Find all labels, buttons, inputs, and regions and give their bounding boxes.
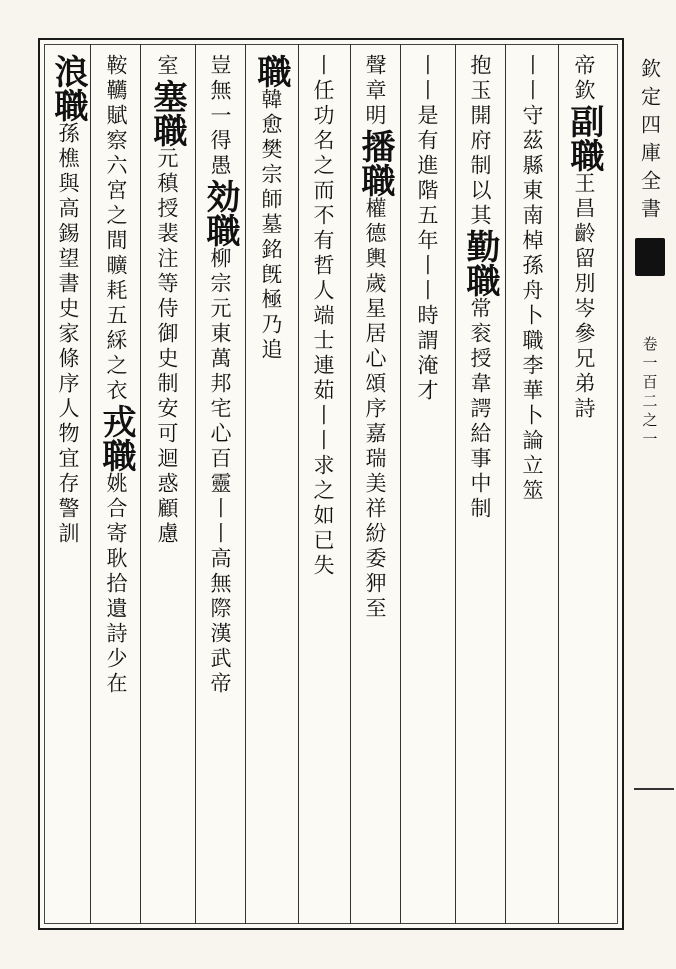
text-column-4 (405, 54, 449, 914)
volume-label: 卷一百二之一 (640, 336, 659, 450)
column-divider (140, 44, 141, 924)
column-3-text: 抱玉開府制以其勤職常衮授韋諤給事中制 (460, 54, 500, 522)
text-column-10 (94, 54, 138, 914)
column-9-text: 室塞職元稹授裴注等侍御史制安可迴惑顧慮 (147, 54, 187, 547)
column-divider (558, 44, 559, 924)
page-margin (624, 38, 676, 930)
column-divider (245, 44, 246, 924)
text-column-9 (145, 54, 189, 914)
fish-tail-mark (635, 238, 665, 276)
text-column-6 (301, 54, 345, 914)
column-4-text: 丨丨是有進階五年丨丨時謂淹才 (415, 54, 439, 404)
text-column-8 (198, 54, 242, 914)
column-5-text: 聲章明播職權德輿歲星居心頌序嘉瑞美祥紛委狎至 (355, 54, 395, 622)
column-divider (505, 44, 506, 924)
column-6-text: 丨任功名之而不有哲人端士連茹丨丨求之如已失 (311, 54, 335, 579)
column-divider (400, 44, 401, 924)
text-column-11 (46, 54, 90, 914)
column-11-text: 浪職孫樵與高錫望書史家條序人物宜存警訓 (48, 54, 88, 547)
column-1-text: 帝欽副職王昌齡留別岑參兄弟詩 (564, 54, 604, 422)
text-column-1 (562, 54, 606, 914)
column-divider (455, 44, 456, 924)
column-10-text: 鞍韉賦察六宮之間曠耗五綵之衣戎職姚合寄耿拾遺詩少在 (96, 54, 136, 697)
book-title: 欽定四庫全書 (637, 58, 662, 226)
column-2-text: 丨丨守茲縣東南棹孫舟卜職李華卜論立筮 (520, 54, 544, 504)
column-divider (298, 44, 299, 924)
margin-rule (634, 788, 674, 790)
text-column-2 (510, 54, 554, 914)
column-divider (90, 44, 91, 924)
column-8-text: 豈無一得愚効職柳宗元東萬邦宅心百靈丨丨高無際漢武帝 (200, 54, 240, 697)
text-column-5 (353, 54, 397, 914)
text-column-7 (249, 54, 293, 914)
column-divider (195, 44, 196, 924)
column-7-text: 職韓愈樊宗師墓銘旣極乃追 (251, 54, 291, 363)
column-divider (350, 44, 351, 924)
text-column-3 (458, 54, 502, 914)
